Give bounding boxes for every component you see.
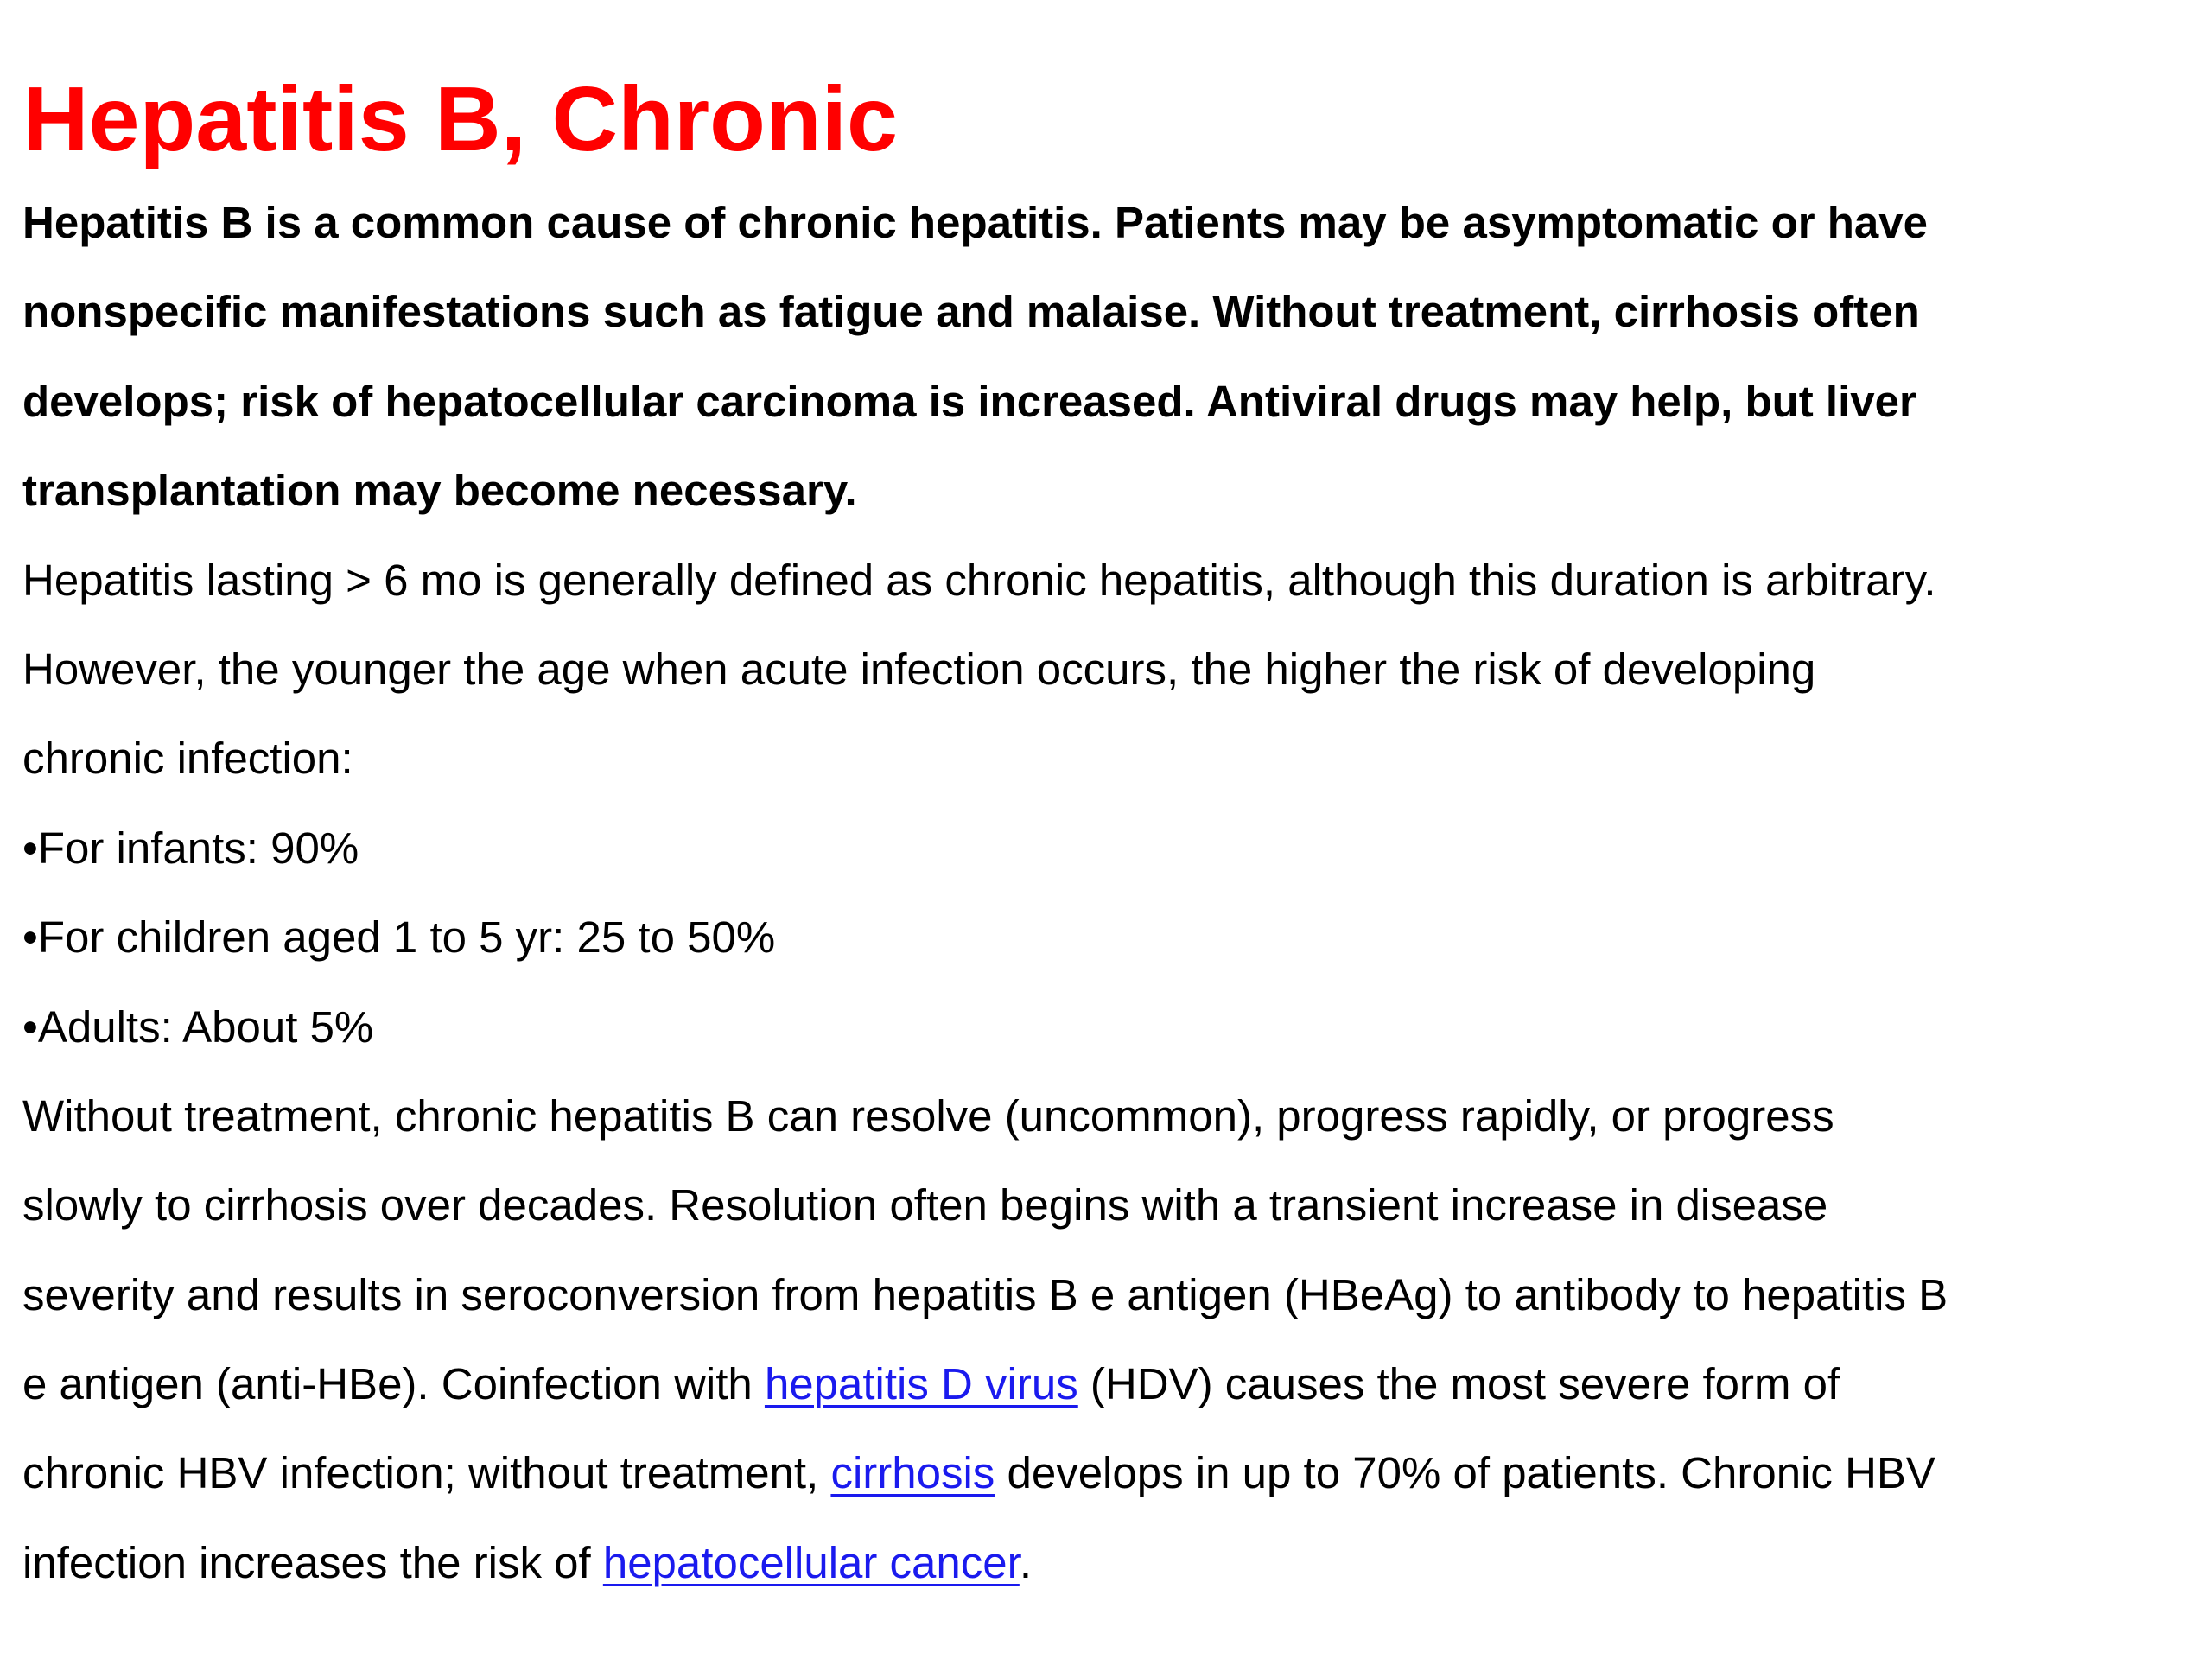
summary-line: develops; risk of hepatocellular carcinoma is increased. Antiviral drugs may help, but liver bbox=[22, 376, 1916, 426]
hepatocellular-cancer-link[interactable]: hepatocellular cancer bbox=[602, 1537, 1020, 1587]
bullet-item: •For infants: 90% bbox=[22, 823, 359, 873]
outcome-line bbox=[22, 1518, 2209, 1607]
summary-line: transplantation may become necessary. bbox=[22, 466, 857, 516]
hepatitis-d-virus-link[interactable]: hepatitis D virus bbox=[764, 1359, 1078, 1409]
outcome-line: slowly to cirrhosis over decades. Resolution often begins with a transient increase in disease bbox=[22, 1180, 1828, 1230]
outcome-line: severity and results in seroconversion from hepatitis B e antigen (HBeAg) to antibody to hepatitis B bbox=[22, 1269, 1948, 1319]
article-body bbox=[22, 178, 2209, 1607]
summary-line: Hepatitis B is a common cause of chronic hepatitis. Patients may be asymptomatic or have bbox=[22, 198, 1929, 247]
text: chronic HBV infection; without treatment, bbox=[22, 1448, 831, 1498]
outcome-line bbox=[22, 1428, 2209, 1517]
bullet-item: •Adults: About 5% bbox=[22, 1001, 374, 1052]
text: infection increases the risk of bbox=[22, 1537, 603, 1587]
text: e antigen (anti-HBe). Coinfection with bbox=[22, 1359, 765, 1409]
outcome-line: Without treatment, chronic hepatitis B can resolve (uncommon), progress rapidly, or progress bbox=[22, 1090, 1834, 1141]
intro-line: However, the younger the age when acute infection occurs, the higher the risk of developing bbox=[22, 644, 1816, 694]
outcome-line bbox=[22, 1339, 2209, 1428]
summary-line: nonspecific manifestations such as fatigue and malaise. Without treatment, cirrhosis often bbox=[22, 287, 1920, 337]
page-title: Hepatitis B, Chronic bbox=[22, 68, 899, 170]
intro-line: Hepatitis lasting > 6 mo is generally defined as chronic hepatitis, although this duration is arbitrary. bbox=[22, 555, 1936, 605]
text: . bbox=[1019, 1537, 1032, 1587]
text: develops in up to 70% of patients. Chronic HBV bbox=[995, 1448, 1936, 1498]
text: (HDV) causes the most severe form of bbox=[1077, 1359, 1840, 1409]
bullet-item: •For children aged 1 to 5 yr: 25 to 50% bbox=[22, 912, 776, 963]
cirrhosis-link[interactable]: cirrhosis bbox=[830, 1448, 995, 1498]
intro-line: chronic infection: bbox=[22, 734, 353, 784]
